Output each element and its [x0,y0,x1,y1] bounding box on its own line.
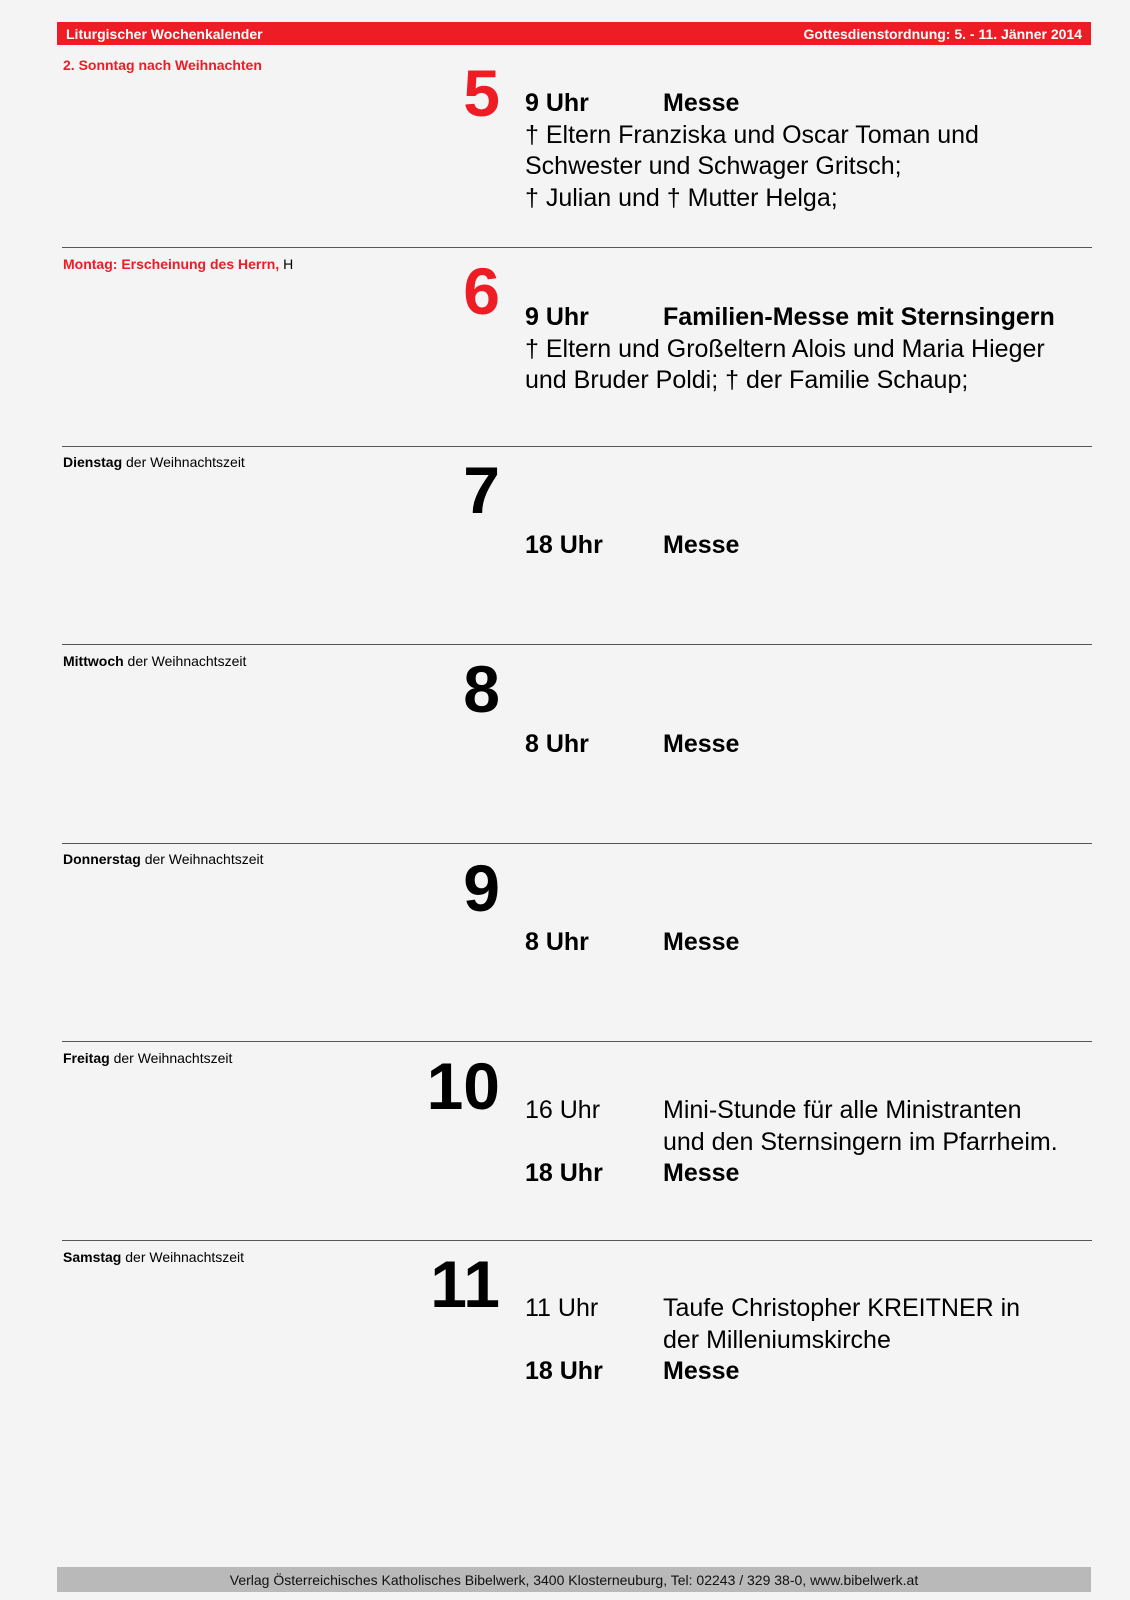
day-number: 6 [463,254,500,328]
service-entry [525,1158,1085,1190]
service-title: Messe [663,928,740,956]
intention-line: † Julian und † Mutter Helga; [525,183,838,212]
service-entry [525,729,1085,761]
service-time: 18 Uhr [525,1357,603,1385]
divider [62,843,1092,844]
service-entry [525,1293,1085,1325]
header-date-range: Gottesdienstordnung: 5. - 11. Jänner 2014 [803,25,1082,42]
day-number: 5 [463,56,500,130]
day-label: Mittwoch der Weihnachtszeit [63,653,247,669]
header-title: Liturgischer Wochenkalender [66,25,263,42]
day-number: 10 [426,1049,500,1123]
service-detail-line: der Milleniumskirche [663,1325,891,1354]
service-time: 9 Uhr [525,89,589,117]
day-label: Samstag der Weihnachtszeit [63,1249,245,1265]
day-number: 11 [430,1247,500,1321]
divider [62,1240,1092,1241]
service-entry [525,530,1085,562]
divider [62,247,1092,248]
service-time: 8 Uhr [525,928,589,956]
service-title: Messe [663,1357,740,1385]
service-entry [525,88,1085,120]
publisher-info: Verlag Österreichisches Katholisches Bibelwerk, 3400 Klosterneuburg, Tel: 02243 / 329 38-0, www.bibelwerk.at [229,1571,919,1588]
service-title: Messe [663,1159,740,1187]
intention-line: und Bruder Poldi; † der Familie Schaup; [525,366,969,394]
day-label: Donnerstag der Weihnachtszeit [63,851,264,867]
intention-line: † Eltern Franziska und Oscar Toman und [525,120,979,149]
intention-line: † Eltern und Großeltern Alois und Maria Hieger [525,334,1045,363]
day-number: 7 [463,453,500,527]
footer-bar [57,1567,1091,1592]
service-time: 18 Uhr [525,1159,603,1187]
service-title: Messe [663,730,740,758]
day-label: Montag: Erscheinung des Herrn, H [63,256,294,272]
service-time: 11 Uhr [525,1294,599,1322]
day-entries [525,1095,1085,1190]
day-number: 9 [463,851,500,925]
divider [62,644,1092,645]
day-entries [525,729,1085,761]
service-title: Taufe Christopher KREITNER in [663,1294,1021,1322]
service-title: Messe [663,531,740,559]
service-time: 9 Uhr [525,303,589,331]
day-entries [525,1293,1085,1388]
divider [62,1041,1092,1042]
day-entries [525,88,1085,214]
service-detail-line: und den Sternsingern im Pfarrheim. [663,1127,1058,1156]
divider [62,446,1092,447]
service-entry [525,302,1085,334]
day-number: 8 [463,652,500,726]
service-time: 8 Uhr [525,730,589,758]
service-entry [525,1095,1085,1127]
service-title: Mini-Stunde für alle Ministranten [663,1096,1022,1124]
day-label: Freitag der Weihnachtszeit [63,1050,233,1066]
day-entries [525,530,1085,562]
service-time: 18 Uhr [525,531,603,559]
day-label: Dienstag der Weihnachtszeit [63,454,245,470]
service-title: Familien-Messe mit Sternsingern [663,303,1055,331]
service-entry [525,927,1085,959]
intention-line: Schwester und Schwager Gritsch; [525,152,902,180]
day-entries [525,302,1085,397]
header-bar [57,22,1091,45]
service-title: Messe [663,89,740,117]
service-entry [525,1356,1085,1388]
day-entries [525,927,1085,959]
day-label: 2. Sonntag nach Weihnachten [63,57,262,73]
service-time: 16 Uhr [525,1096,601,1124]
